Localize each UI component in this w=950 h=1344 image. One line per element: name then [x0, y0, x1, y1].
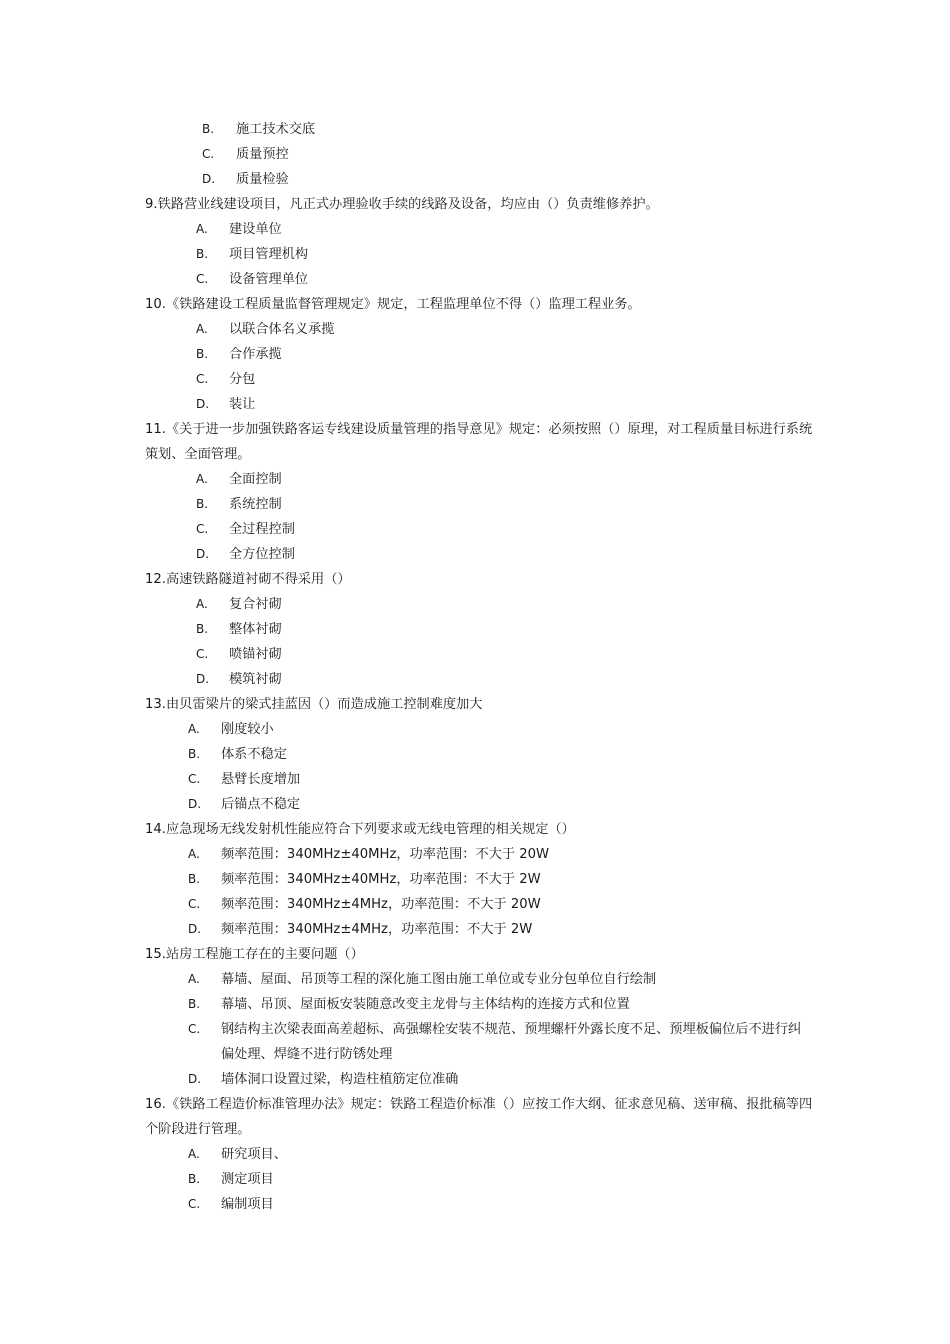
option-text: 后锚点不稳定: [221, 797, 301, 812]
option-letter: B.: [196, 247, 209, 261]
answer-option: [145, 667, 815, 692]
answer-option: [145, 617, 815, 642]
answer-option: [145, 542, 815, 567]
option-text: 频率范围：340MHz±4MHz，功率范围：不大于 2W: [221, 922, 533, 937]
answer-option: [145, 517, 815, 542]
answer-option: [145, 117, 815, 142]
question-item: [145, 942, 815, 1092]
option-letter: C.: [188, 772, 201, 786]
answer-option: [145, 967, 815, 992]
option-text: 全方位控制: [229, 547, 295, 562]
option-letter: A.: [196, 322, 208, 336]
answer-option: [145, 1142, 815, 1167]
option-letter: A.: [188, 972, 200, 986]
answer-option: [145, 492, 815, 517]
option-text: 复合衬砌: [229, 597, 282, 612]
option-letter: C.: [202, 147, 215, 161]
option-text: 频率范围：340MHz±40MHz，功率范围：不大于 20W: [221, 847, 550, 862]
question-text: 16.《铁路工程造价标准管理办法》规定：铁路工程造价标准（）应按工作大纲、征求意见稿、送审稿、报批稿等四个阶段进行管理。: [145, 1097, 813, 1137]
option-text: 悬臂长度增加: [221, 772, 301, 787]
question-item: [145, 1092, 815, 1217]
option-text: 合作承揽: [229, 347, 282, 362]
option-text: 项目管理机构: [229, 247, 309, 262]
answer-option: [145, 342, 815, 367]
option-letter: D.: [196, 397, 210, 411]
option-text: 研究项目、: [221, 1147, 287, 1162]
option-text: 装让: [229, 397, 256, 412]
option-text: 墙体洞口设置过梁，构造柱植筋定位准确: [221, 1072, 459, 1087]
option-text: 以联合体名义承揽: [229, 322, 335, 337]
option-text: 模筑衬砌: [229, 672, 282, 687]
option-text: 全面控制: [229, 472, 282, 487]
question-text: 13.由贝雷梁片的梁式挂蓝因（）而造成施工控制难度加大: [145, 697, 483, 712]
option-letter: A.: [196, 597, 208, 611]
option-letter: B.: [188, 1172, 201, 1186]
option-text: 喷锚衬砌: [229, 647, 282, 662]
option-text: 刚度较小: [221, 722, 274, 737]
option-letter: C.: [196, 647, 209, 661]
option-text: 测定项目: [221, 1172, 274, 1187]
option-letter: B.: [188, 872, 201, 886]
option-letter: B.: [196, 347, 209, 361]
option-text: 幕墙、屋面、吊顶等工程的深化施工图由施工单位或专业分包单位自行绘制: [221, 972, 657, 987]
option-letter: C.: [196, 522, 209, 536]
question-text: 12.高速铁路隧道衬砌不得采用（）: [145, 572, 351, 587]
option-continuation: [145, 117, 815, 192]
option-text: 建设单位: [229, 222, 282, 237]
question-text: 10.《铁路建设工程质量监督管理规定》规定，工程监理单位不得（）监理工程业务。: [145, 297, 641, 312]
question-text: 15.站房工程施工存在的主要问题（）: [145, 947, 364, 962]
option-letter: D.: [196, 672, 210, 686]
answer-option: [145, 142, 815, 167]
answer-option: [145, 892, 815, 917]
question-text: 9.铁路营业线建设项目，凡正式办理验收手续的线路及设备，均应由（）负责维修养护。: [145, 197, 659, 212]
option-letter: A.: [188, 1147, 200, 1161]
question-text: 14.应急现场无线发射机性能应符合下列要求或无线电管理的相关规定（）: [145, 822, 575, 837]
answer-option: [145, 592, 815, 617]
option-letter: B.: [196, 622, 209, 636]
option-letter: A.: [188, 847, 200, 861]
question-text: 11.《关于进一步加强铁路客运专线建设质量管理的指导意见》规定：必须按照（）原理，对工程质量目标进行系统策划、全面管理。: [145, 422, 813, 462]
answer-option: [145, 242, 815, 267]
option-letter: B.: [196, 497, 209, 511]
answer-option: [145, 767, 815, 792]
option-letter: C.: [196, 272, 209, 286]
answer-option: [145, 1167, 815, 1192]
answer-option: [145, 317, 815, 342]
option-letter: C.: [188, 897, 201, 911]
question-item: [145, 292, 815, 417]
question-item: [145, 692, 815, 817]
option-text: 体系不稳定: [221, 747, 287, 762]
option-text: 钢结构主次梁表面高差超标、高强螺栓安装不规范、预埋螺杆外露长度不足、预埋板偏位后不进行纠偏处理、焊缝不进行防锈处理: [221, 1022, 802, 1062]
option-letter: D.: [196, 547, 210, 561]
option-letter: A.: [188, 722, 200, 736]
answer-option: [145, 642, 815, 667]
answer-option: [145, 1017, 815, 1067]
answer-option: [145, 217, 815, 242]
answer-option: [145, 167, 815, 192]
answer-option: [145, 792, 815, 817]
answer-option: [145, 992, 815, 1017]
option-text: 系统控制: [229, 497, 282, 512]
option-letter: B.: [202, 122, 215, 136]
answer-option: [145, 842, 815, 867]
option-text: 全过程控制: [229, 522, 295, 537]
option-letter: D.: [188, 922, 202, 936]
answer-option: [145, 1067, 815, 1092]
answer-option: [145, 867, 815, 892]
answer-option: [145, 367, 815, 392]
option-text: 设备管理单位: [229, 272, 309, 287]
option-letter: C.: [196, 372, 209, 386]
option-text: 编制项目: [221, 1197, 274, 1212]
option-text: 频率范围：340MHz±40MHz，功率范围：不大于 2W: [221, 872, 541, 887]
option-text: 质量检验: [236, 172, 289, 187]
answer-option: [145, 742, 815, 767]
answer-option: [145, 267, 815, 292]
option-text: 频率范围：340MHz±4MHz，功率范围：不大于 20W: [221, 897, 541, 912]
question-item: [145, 567, 815, 692]
question-item: [145, 192, 815, 292]
option-letter: A.: [196, 472, 208, 486]
question-item: [145, 817, 815, 942]
option-letter: C.: [188, 1022, 201, 1036]
option-text: 施工技术交底: [236, 122, 316, 137]
question-item: [145, 417, 815, 567]
option-letter: B.: [188, 997, 201, 1011]
option-text: 分包: [229, 372, 256, 387]
option-text: 整体衬砌: [229, 622, 282, 637]
option-text: 质量预控: [236, 147, 289, 162]
option-letter: B.: [188, 747, 201, 761]
option-letter: D.: [202, 172, 216, 186]
option-letter: D.: [188, 1072, 202, 1086]
option-letter: A.: [196, 222, 208, 236]
option-letter: D.: [188, 797, 202, 811]
answer-option: [145, 717, 815, 742]
answer-option: [145, 1192, 815, 1217]
question-list: [145, 117, 815, 1217]
answer-option: [145, 467, 815, 492]
answer-option: [145, 392, 815, 417]
answer-option: [145, 917, 815, 942]
option-letter: C.: [188, 1197, 201, 1211]
option-text: 幕墙、吊顶、屋面板安装随意改变主龙骨与主体结构的连接方式和位置: [221, 997, 630, 1012]
